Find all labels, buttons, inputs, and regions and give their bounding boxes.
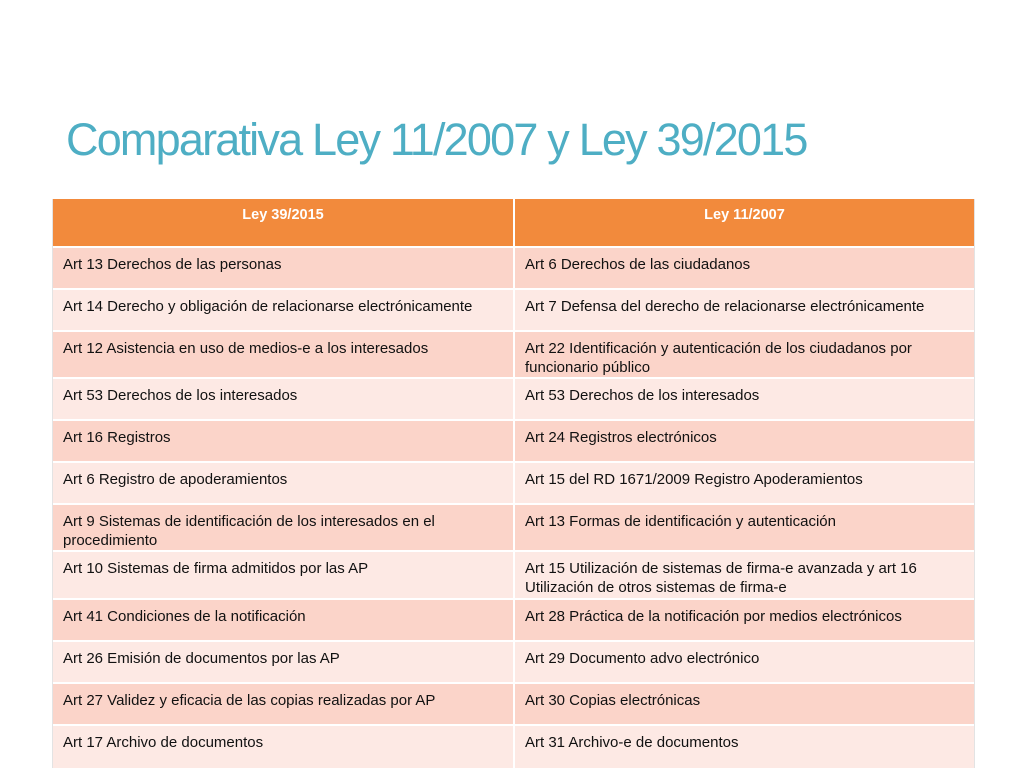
table-row	[53, 331, 974, 378]
table-row	[53, 378, 974, 420]
cell-ley-11: Art 15 del RD 1671/2009 Registro Apoderamientos	[514, 462, 974, 504]
cell-ley-39: Art 16 Registros	[53, 420, 514, 462]
cell-ley-39: Art 6 Registro de apoderamientos	[53, 462, 514, 504]
cell-ley-11: Art 31 Archivo-e de documentos	[514, 725, 974, 768]
cell-ley-39: Art 9 Sistemas de identificación de los interesados en el procedimiento	[53, 504, 514, 551]
cell-ley-39: Art 17 Archivo de documentos	[53, 725, 514, 768]
cell-ley-11: Art 15 Utilización de sistemas de firma-e avanzada y art 16 Utilización de otros sistemas de firma-e	[514, 551, 974, 599]
cell-ley-11: Art 53 Derechos de los interesados	[514, 378, 974, 420]
table-row	[53, 641, 974, 683]
cell-ley-39: Art 13 Derechos de las personas	[53, 247, 514, 289]
comparison-table	[53, 199, 974, 768]
cell-ley-11: Art 29 Documento advo electrónico	[514, 641, 974, 683]
cell-ley-39: Art 53 Derechos de los interesados	[53, 378, 514, 420]
header-ley-39-2015: Ley 39/2015	[53, 199, 514, 247]
table-row	[53, 551, 974, 599]
cell-ley-39: Art 12 Asistencia en uso de medios-e a los interesados	[53, 331, 514, 378]
header-ley-11-2007: Ley 11/2007	[514, 199, 974, 247]
table-row	[53, 289, 974, 331]
cell-ley-39: Art 41 Condiciones de la notificación	[53, 599, 514, 641]
cell-ley-11: Art 22 Identificación y autenticación de los ciudadanos por funcionario público	[514, 331, 974, 378]
cell-ley-39: Art 27 Validez y eficacia de las copias realizadas por AP	[53, 683, 514, 725]
cell-ley-11: Art 28 Práctica de la notificación por medios electrónicos	[514, 599, 974, 641]
cell-ley-39: Art 10 Sistemas de firma admitidos por las AP	[53, 551, 514, 599]
cell-ley-11: Art 13 Formas de identificación y autenticación	[514, 504, 974, 551]
slide-title: Comparativa Ley 11/2007 y Ley 39/2015	[66, 114, 807, 165]
comparison-table-container	[52, 199, 975, 768]
cell-ley-11: Art 30 Copias electrónicas	[514, 683, 974, 725]
cell-ley-11: Art 7 Defensa del derecho de relacionarse electrónicamente	[514, 289, 974, 331]
cell-ley-39: Art 14 Derecho y obligación de relacionarse electrónicamente	[53, 289, 514, 331]
cell-ley-11: Art 6 Derechos de las ciudadanos	[514, 247, 974, 289]
table-row	[53, 683, 974, 725]
cell-ley-39: Art 26 Emisión de documentos por las AP	[53, 641, 514, 683]
table-header-row	[53, 199, 974, 247]
cell-ley-11: Art 24 Registros electrónicos	[514, 420, 974, 462]
table-row	[53, 599, 974, 641]
table-row	[53, 462, 974, 504]
table-row	[53, 420, 974, 462]
table-row	[53, 725, 974, 768]
table-row	[53, 504, 974, 551]
table-row	[53, 247, 974, 289]
